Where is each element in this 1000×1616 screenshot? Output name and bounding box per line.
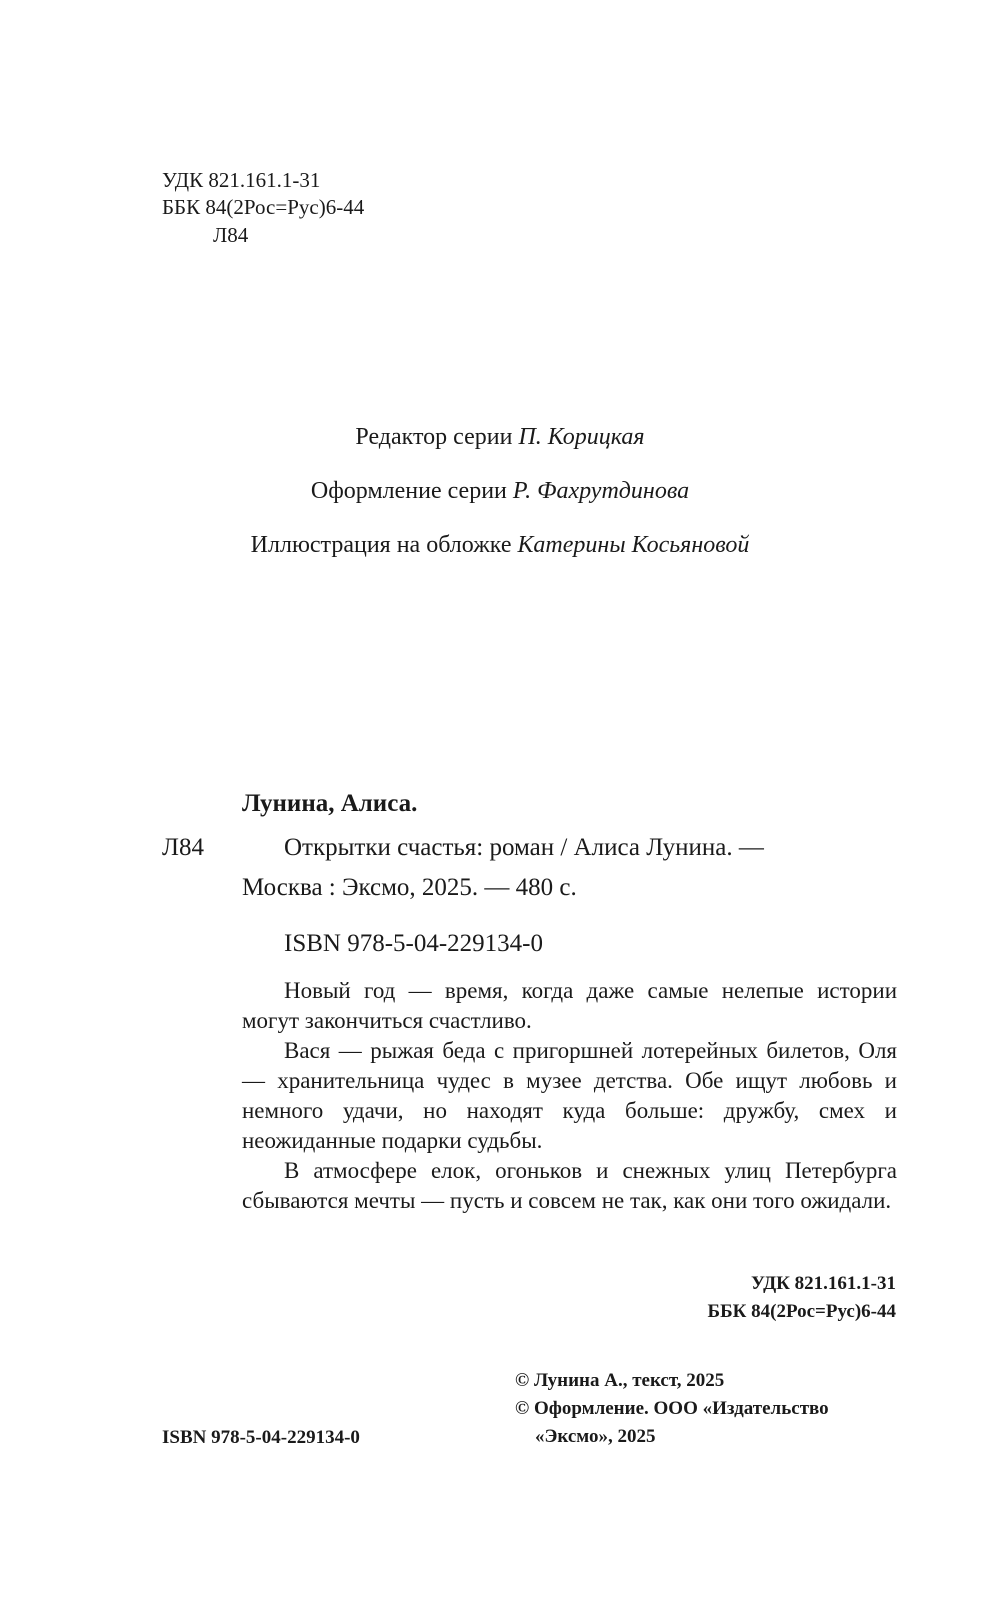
annotation-paragraph: В атмосфере елок, огоньков и снежных улиц Петербурга сбываются мечты — пусть и совсем не так, как они того ожидали. [242,1158,897,1213]
annotation [242,976,897,1216]
annotation-paragraph: Вася — рыжая беда с пригоршней лотерейных билетов, Оля — хранительница чудес в музее детства. Обе ищут любовь и немного удачи, но находят куда больше: дружбу, смех и неожиданные подарки судьбы. [242,1038,897,1153]
credit-role: Иллюстрация на обложке [250,532,512,558]
credit-name: Р. Фахрутдинова [512,478,690,504]
bbk-code-top: ББК 84(2Рос=Рус)6-44 [162,195,365,219]
credit-name: П. Корицкая [518,424,645,450]
copyright-design-line-2: «Эксмо», 2025 [535,1426,656,1447]
credit-name: Катерины Косьяновой [517,532,750,558]
udk-code-bottom: УДК 821.161.1-31 [751,1273,896,1294]
copyright-design-line-1: © Оформление. ООО «Издательство [515,1398,829,1419]
title-line-1: Открытки счастья: роман / Алиса Лунина. — [284,834,764,861]
credit-cover-illustration [0,532,1000,559]
credit-role: Оформление серии [310,478,507,504]
credit-series-design [0,478,1000,505]
annotation-paragraph: Новый год — время, когда даже самые нелепые истории могут закончиться счастливо. [242,978,897,1033]
credit-role: Редактор серии [355,424,513,450]
isbn-footer: ISBN 978-5-04-229134-0 [162,1427,360,1448]
copyright-text: © Лунина А., текст, 2025 [515,1370,725,1391]
isbn-record: ISBN 978-5-04-229134-0 [284,930,544,957]
title-line-2: Москва : Эксмо, 2025. — 480 с. [242,874,577,901]
author-mark-top: Л84 [213,223,249,247]
author-mark: Л84 [162,834,204,861]
author-heading: Лунина, Алиса. [242,790,418,817]
credit-series-editor [0,424,1000,451]
udk-code-top: УДК 821.161.1-31 [162,168,321,192]
bbk-code-bottom: ББК 84(2Рос=Рус)6-44 [707,1301,896,1322]
